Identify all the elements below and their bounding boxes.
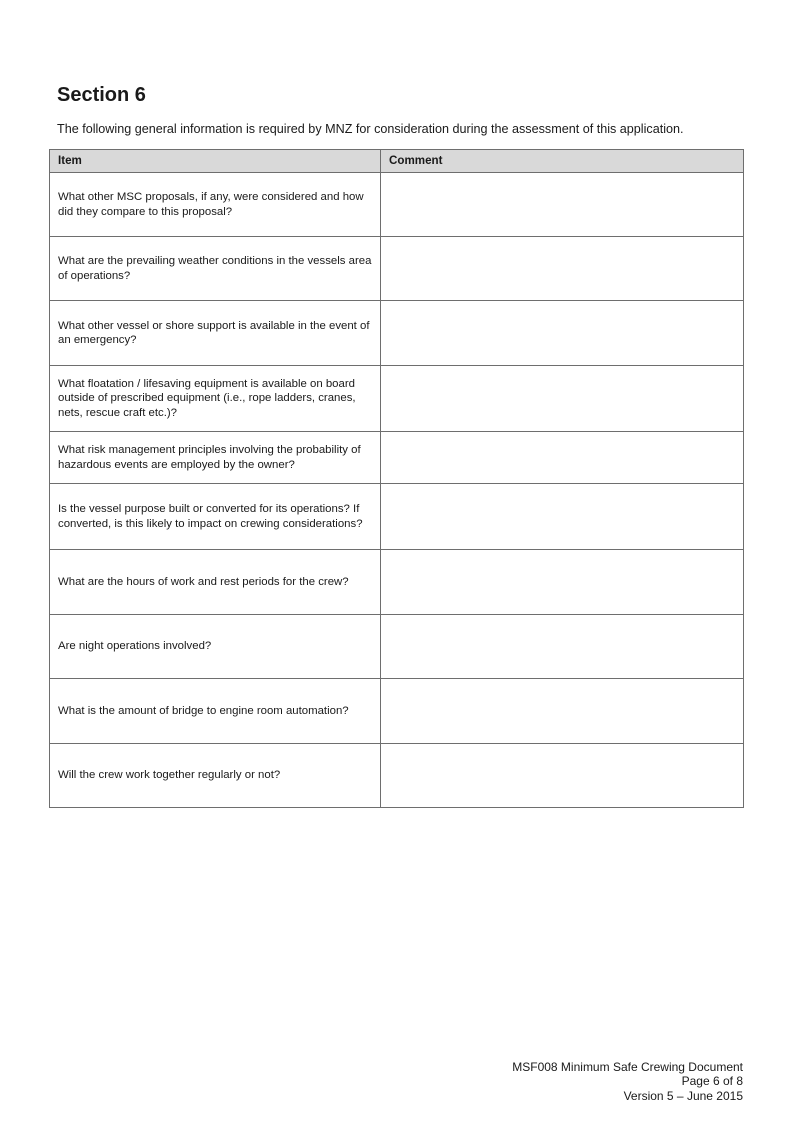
table-header-row xyxy=(50,150,744,173)
row-comment-cell[interactable] xyxy=(381,301,744,366)
page-footer xyxy=(512,1060,743,1103)
row-comment-cell[interactable] xyxy=(381,432,744,484)
row-item-text: Will the crew work together regularly or not? xyxy=(50,744,381,808)
row-item-text: What other MSC proposals, if any, were considered and how did they compare to this proposal? xyxy=(50,173,381,237)
row-comment-cell[interactable] xyxy=(381,679,744,744)
table-row xyxy=(50,615,744,679)
row-item-text: What are the hours of work and rest periods for the crew? xyxy=(50,550,381,615)
header-item: Item xyxy=(50,150,381,173)
table-row xyxy=(50,744,744,808)
row-comment-cell[interactable] xyxy=(381,615,744,679)
row-comment-cell[interactable] xyxy=(381,237,744,301)
row-comment-cell[interactable] xyxy=(381,744,744,808)
table-row xyxy=(50,679,744,744)
row-item-text: What risk management principles involving the probability of hazardous events are employed by the owner? xyxy=(50,432,381,484)
table-row xyxy=(50,237,744,301)
row-item-text: What floatation / lifesaving equipment is available on board outside of prescribed equipment (i.e., rope ladders, cranes, nets, rescue craft etc.)? xyxy=(50,366,381,432)
footer-document-name: MSF008 Minimum Safe Crewing Document xyxy=(512,1060,743,1074)
row-item-text: What other vessel or shore support is available in the event of an emergency? xyxy=(50,301,381,366)
table-row xyxy=(50,366,744,432)
row-comment-cell[interactable] xyxy=(381,550,744,615)
row-item-text: Is the vessel purpose built or converted for its operations? If converted, is this likely to impact on crewing considerations? xyxy=(50,484,381,550)
row-item-text: What are the prevailing weather conditions in the vessels area of operations? xyxy=(50,237,381,301)
footer-page-number: Page 6 of 8 xyxy=(681,1074,743,1089)
table-row xyxy=(50,432,744,484)
section-title: Section 6 xyxy=(57,84,146,106)
table-row xyxy=(50,173,744,237)
row-comment-cell[interactable] xyxy=(381,366,744,432)
table-row xyxy=(50,301,744,366)
footer-version: Version 5 – June 2015 xyxy=(623,1088,743,1103)
section-intro: The following general information is required by MNZ for consideration during the assessment of this application. xyxy=(57,122,684,136)
table-row xyxy=(50,484,744,550)
row-comment-cell[interactable] xyxy=(381,484,744,550)
row-item-text: Are night operations involved? xyxy=(50,615,381,679)
header-comment: Comment xyxy=(381,150,744,173)
info-table xyxy=(49,149,744,808)
table-row xyxy=(50,550,744,615)
row-comment-cell[interactable] xyxy=(381,173,744,237)
row-item-text: What is the amount of bridge to engine room automation? xyxy=(50,679,381,744)
